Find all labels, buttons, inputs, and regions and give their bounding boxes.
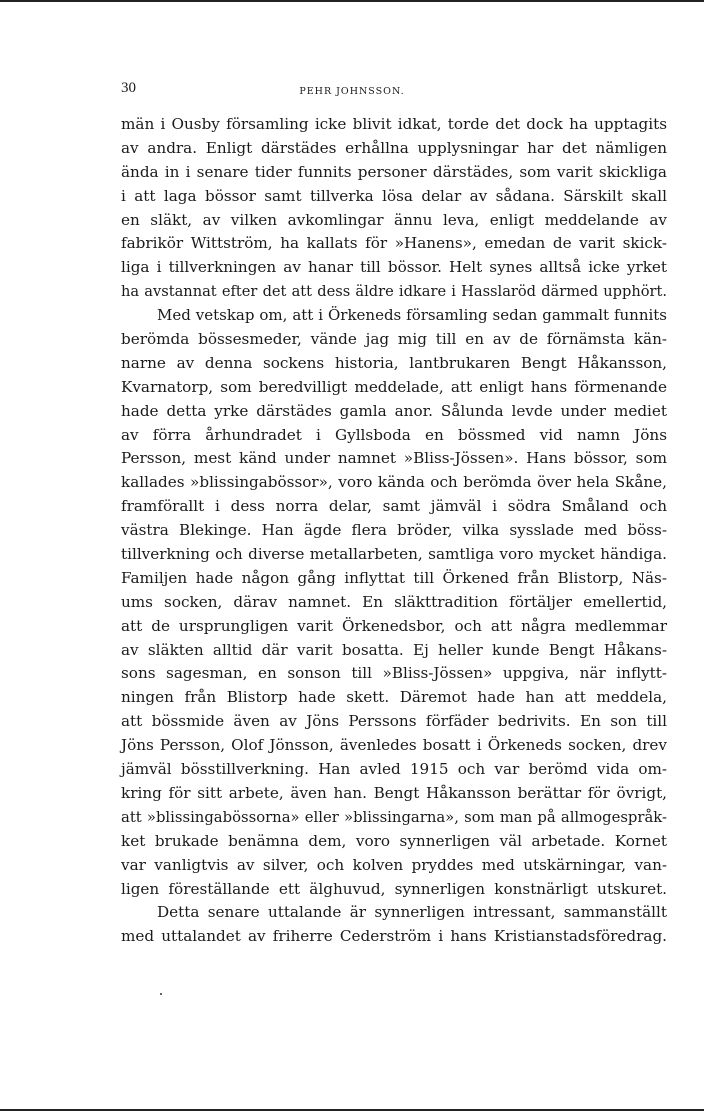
text-line: liga i tillverkningen av hanar till bössor. Helt synes alltså icke yrket bbox=[121, 258, 667, 277]
text-line: kallades »blissingabössor», voro kända och berömda över hela Skåne, bbox=[121, 473, 667, 492]
text-line: att bössmide även av Jöns Perssons förfäder bedrivits. En son till bbox=[121, 712, 667, 731]
body-text bbox=[121, 113, 667, 949]
text-line: en släkt, av vilken avkomlingar ännu leva, enligt meddelande av bbox=[121, 210, 667, 229]
paragraph-start-line: Med vetskap om, att i Örkeneds församling sedan gammalt funnits bbox=[157, 306, 667, 325]
text-line: ningen från Blistorp hade skett. Däremot hade han att meddela, bbox=[121, 688, 667, 707]
text-line: ha avstannat efter det att dess äldre idkare i Hasslaröd därmed upphört. bbox=[121, 283, 667, 301]
text-line: sons sagesman, en sonson till »Bliss-Jössen» uppgiva, när inflytt- bbox=[121, 664, 667, 683]
page-number: 30 bbox=[121, 80, 136, 96]
text-line: kring för sitt arbete, även han. Bengt Håkansson berättar för övrigt, bbox=[121, 783, 667, 802]
text-line: hade detta yrke därstädes gamla anor. Sålunda levde under mediet bbox=[121, 401, 667, 420]
text-line: fabrikör Wittström, ha kallats för »Hanens», emedan de varit skick- bbox=[121, 234, 667, 253]
text-line: män i Ousby församling icke blivit idkat, torde det dock ha upptagits bbox=[121, 115, 667, 133]
text-line: berömda bössesmeder, vände jag mig till en av de förnämsta kän- bbox=[121, 330, 667, 349]
text-line: att »blissingabössorna» eller »blissingarna», som man på allmogespråk- bbox=[121, 808, 667, 826]
text-line: ums socken, därav namnet. En släkttradition förtäljer emellertid, bbox=[121, 592, 667, 611]
scan-speck bbox=[160, 993, 162, 995]
top-page-edge bbox=[0, 0, 704, 2]
text-line: ket brukade benämna dem, voro synnerligen väl arbetade. Kornet bbox=[121, 831, 667, 850]
text-line: ända in i senare tider funnits personer därstädes, som varit skickliga bbox=[121, 162, 667, 181]
bottom-page-edge bbox=[0, 1109, 704, 1111]
text-line: Familjen hade någon gång inflyttat till Örkened från Blistorp, Näs- bbox=[121, 568, 667, 587]
running-head: PEHR JOHNSSON. bbox=[299, 86, 405, 97]
text-line: västra Blekinge. Han ägde flera bröder, vilka sysslade med böss- bbox=[121, 521, 667, 540]
text-line: ligen föreställande ett älghuvud, synnerligen konstnärligt utskuret. bbox=[121, 879, 667, 898]
text-line: av förra århundradet i Gyllsboda en bössmed vid namn Jöns bbox=[121, 425, 667, 444]
paragraph-start-line: Detta senare uttalande är synnerligen intressant, sammanställt bbox=[157, 903, 667, 922]
text-line: Kvarnatorp, som beredvilligt meddelade, att enligt hans förmenande bbox=[121, 377, 667, 396]
text-line: av släkten alltid där varit bosatta. Ej heller kunde Bengt Håkans- bbox=[121, 640, 667, 659]
text-line: att de ursprungligen varit Örkenedsbor, och att några medlemmar bbox=[121, 616, 667, 635]
text-line: med uttalandet av friherre Cederström i hans Kristianstadsföredrag. bbox=[121, 927, 667, 946]
text-line: jämväl bösstillverkning. Han avled 1915 och var berömd vida om- bbox=[121, 760, 667, 779]
text-line: var vanligtvis av silver, och kolven pryddes med utskärningar, van- bbox=[121, 855, 667, 874]
text-line: i att laga bössor samt tillverka lösa delar av sådana. Särskilt skall bbox=[121, 186, 667, 205]
text-line: Persson, mest känd under namnet »Bliss-Jössen». Hans bössor, som bbox=[121, 449, 667, 468]
text-line: tillverkning och diverse metallarbeten, samtliga voro mycket händiga. bbox=[121, 545, 667, 564]
text-line: Jöns Persson, Olof Jönsson, ävenledes bosatt i Örkeneds socken, drev bbox=[121, 736, 667, 755]
text-line: av andra. Enligt därstädes erhållna upplysningar har det nämligen bbox=[121, 138, 667, 157]
text-line: framförallt i dess norra delar, samt jämväl i södra Småland och bbox=[121, 497, 667, 516]
text-line: narne av denna sockens historia, lantbrukaren Bengt Håkansson, bbox=[121, 353, 667, 372]
